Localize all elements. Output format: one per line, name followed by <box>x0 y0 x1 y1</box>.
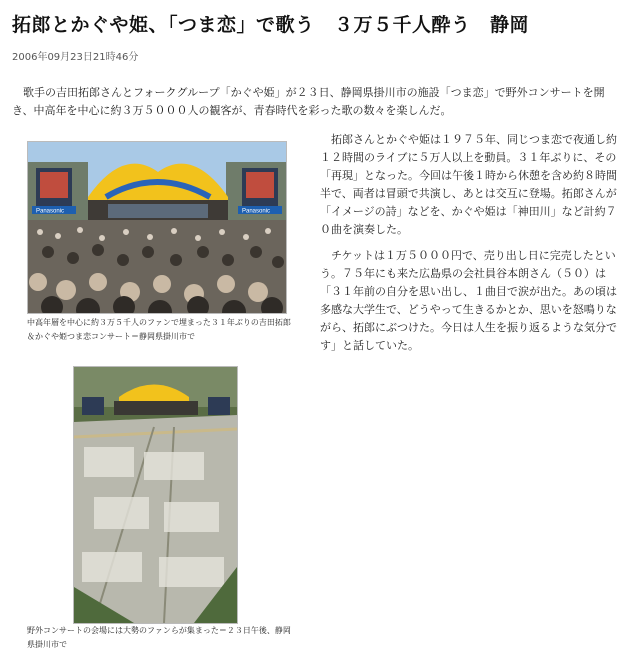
photo-caption-1: 中高年層を中心に約３万５千人のファンで埋まった３１年ぶりの吉田拓郎＆かぐや姫つま恋コンサート＝静岡県掛川市で <box>27 318 291 341</box>
screen-brand-right: Panasonic <box>242 208 271 215</box>
concert-stage-photo <box>27 141 287 314</box>
photo-caption-2: 野外コンサートの会場には大勢のファンらが集まった＝２３日午後、静岡県掛川市で <box>27 626 291 649</box>
dateline: 2006年09月23日21時46分 <box>12 52 139 63</box>
screen-brand-left: Panasonic <box>36 208 65 215</box>
body-paragraph: チケットは１万５０００円で、売り出し日に完売したという。７５年にも来た広島県の会社員谷本朗さん（５０）は「３１年前の自分を思い出し、１曲目で涙が出た。あの頃は多感な大学生で、どうやって生きるかとか、思いを怒鳴りながら、拓郎にぶつけた。今日は人生を振り返るような気分です」と話していた。 <box>320 249 617 352</box>
headline: 拓郎とかぐや姫、「つま恋」で歌う ３万５千人酔う 静岡 <box>12 14 530 36</box>
lead-paragraph: 歌手の吉田拓郎さんとフォークグループ「かぐや姫」が２３日、静岡県掛川市の施設「つま恋」で野外コンサートを開き、中高年を中心に約３万５０００人の観客が、青春時代を彩った歌の数々を楽しんだ。 <box>12 86 605 117</box>
body-paragraph: 拓郎さんとかぐや姫は１９７５年、同じつま恋で夜通し約１２時間のライブに５万人以上を動員。３１年ぶりに、その「再現」となった。今回は午後１時から休憩を含め約８時間半で、両者は冒頭で共演し、あとは交互に登場。拓郎さんが「イメージの詩」などを、かぐや姫は「神田川」など計約７０曲を演奏した。 <box>320 133 617 236</box>
body-column <box>320 131 622 363</box>
concert-venue-aerial-photo <box>73 366 238 624</box>
